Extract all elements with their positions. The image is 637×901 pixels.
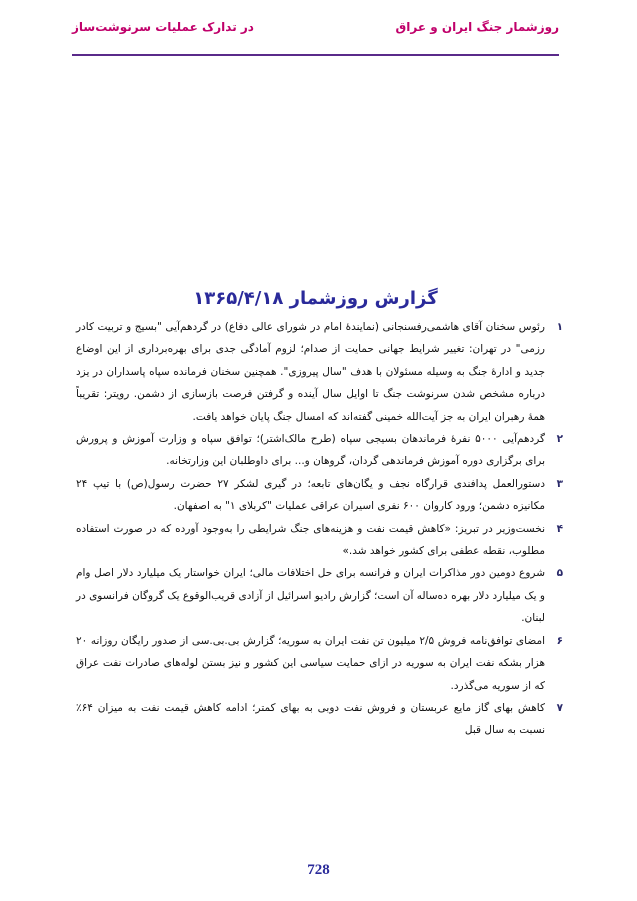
item-number: ۶ — [556, 634, 563, 647]
report-items — [76, 316, 563, 742]
report-title: گزارش روزشمار ۱۳۶۵/۴/۱۸ — [193, 288, 438, 309]
item-number: ۷ — [556, 701, 563, 714]
report-item — [76, 316, 563, 428]
item-number: ۴ — [556, 522, 563, 535]
item-text: رئوس سخنان آقای هاشمی‌رفسنجانی (نمایندهٔ امام در شورای عالی دفاع) در گردهم‌آیی "بسیج و تربیت کادر رزمی" در تهران: تغییر شرایط جهانی حمایت از صدام؛ لزوم آمادگی جدی برای بهره‌برداری از این اوضاع جدید و ادارهٔ جنگ به وسیله مسئولان با هدف "سال پیروزی". همچنین سخنان فرمانده سپاه پاسداران در یزد درباره مشخص شدن سرنوشت جنگ تا اوایل سال آینده و گرفتن فرصت بازسازی از دشمن. رویتر: تقریباً همهٔ رهبران ایران به جز آیت‌الله خمینی گفته‌اند که امسال جنگ پایان خواهد یافت. — [76, 321, 545, 423]
item-number: ۵ — [556, 567, 563, 580]
item-number: ۳ — [556, 477, 563, 490]
report-item — [76, 562, 563, 629]
report-item — [76, 697, 563, 742]
book-title: روزشمار جنگ ایران و عراق — [395, 20, 559, 34]
item-text: امضای توافق‌نامه فروش ۲/۵ میلیون تن نفت ایران به سوریه؛ گزارش بی.بی.سی از صدور رایگان روزانه ۲۰ هزار بشکه نفت ایران به سوریه در ازای حمایت سیاسی این کشور و نیز بستن لوله‌های صادرات نفت عراق که از سوریه می‌گذرد. — [76, 634, 545, 692]
report-item — [76, 473, 563, 518]
item-text: دستورالعمل پدافندی قرارگاه نجف و یگان‌های تابعه؛ در گیری لشکر ۲۷ حضرت رسول(ص) با تیپ ۲۴ مکانیزه دشمن؛ ورود کاروان ۶۰۰ نفری اسیران عراقی عملیات "کربلای ۱" به اصفهان. — [76, 477, 546, 513]
item-text: گردهم‌آیی ۵۰۰۰ نفرهٔ فرماندهان بسیجی سپاه (طرح مالک‌اشتر)؛ توافق سپاه و وزارت آموزش و پرورش برای برگزاری دوره آموزش فرماندهی گردان، گروهان و... برای داوطلبان این وزارتخانه. — [76, 433, 545, 468]
report-item — [76, 428, 563, 473]
item-number: ۱ — [556, 321, 563, 333]
item-text: شروع دومین دور مذاکرات ایران و فرانسه برای حل اختلافات مالی؛ ایران خواستار یک میلیارد دلار اصل وام و یک میلیارد دلار بهره ده‌ساله آن است؛ گزارش رادیو اسرائیل از آزادی قریب‌الوقوع یک گروگان فرانسوی در لبنان. — [76, 567, 545, 625]
chapter-title: در تدارک عملیات سرنوشت‌ساز — [72, 20, 254, 34]
header-rule — [72, 54, 559, 56]
item-text: کاهش بهای گاز مایع عربستان و فروش نفت دوبی به بهای کمتر؛ ادامه کاهش قیمت نفت به میزان ۶۴٪ نسبت به سال قبل — [76, 701, 545, 737]
running-header — [72, 14, 559, 42]
page-number: 728 — [307, 862, 330, 878]
report-item — [76, 518, 563, 563]
item-text: نخست‌وزیر در تبریز: «کاهش قیمت نفت و هزینه‌های جنگ شرایطی را به‌وجود آورده که در صورت استفاده مطلوب، نقطه عطفی برای کشور خواهد شد.» — [76, 522, 545, 558]
report-item — [76, 630, 563, 697]
item-number: ۲ — [556, 433, 563, 446]
